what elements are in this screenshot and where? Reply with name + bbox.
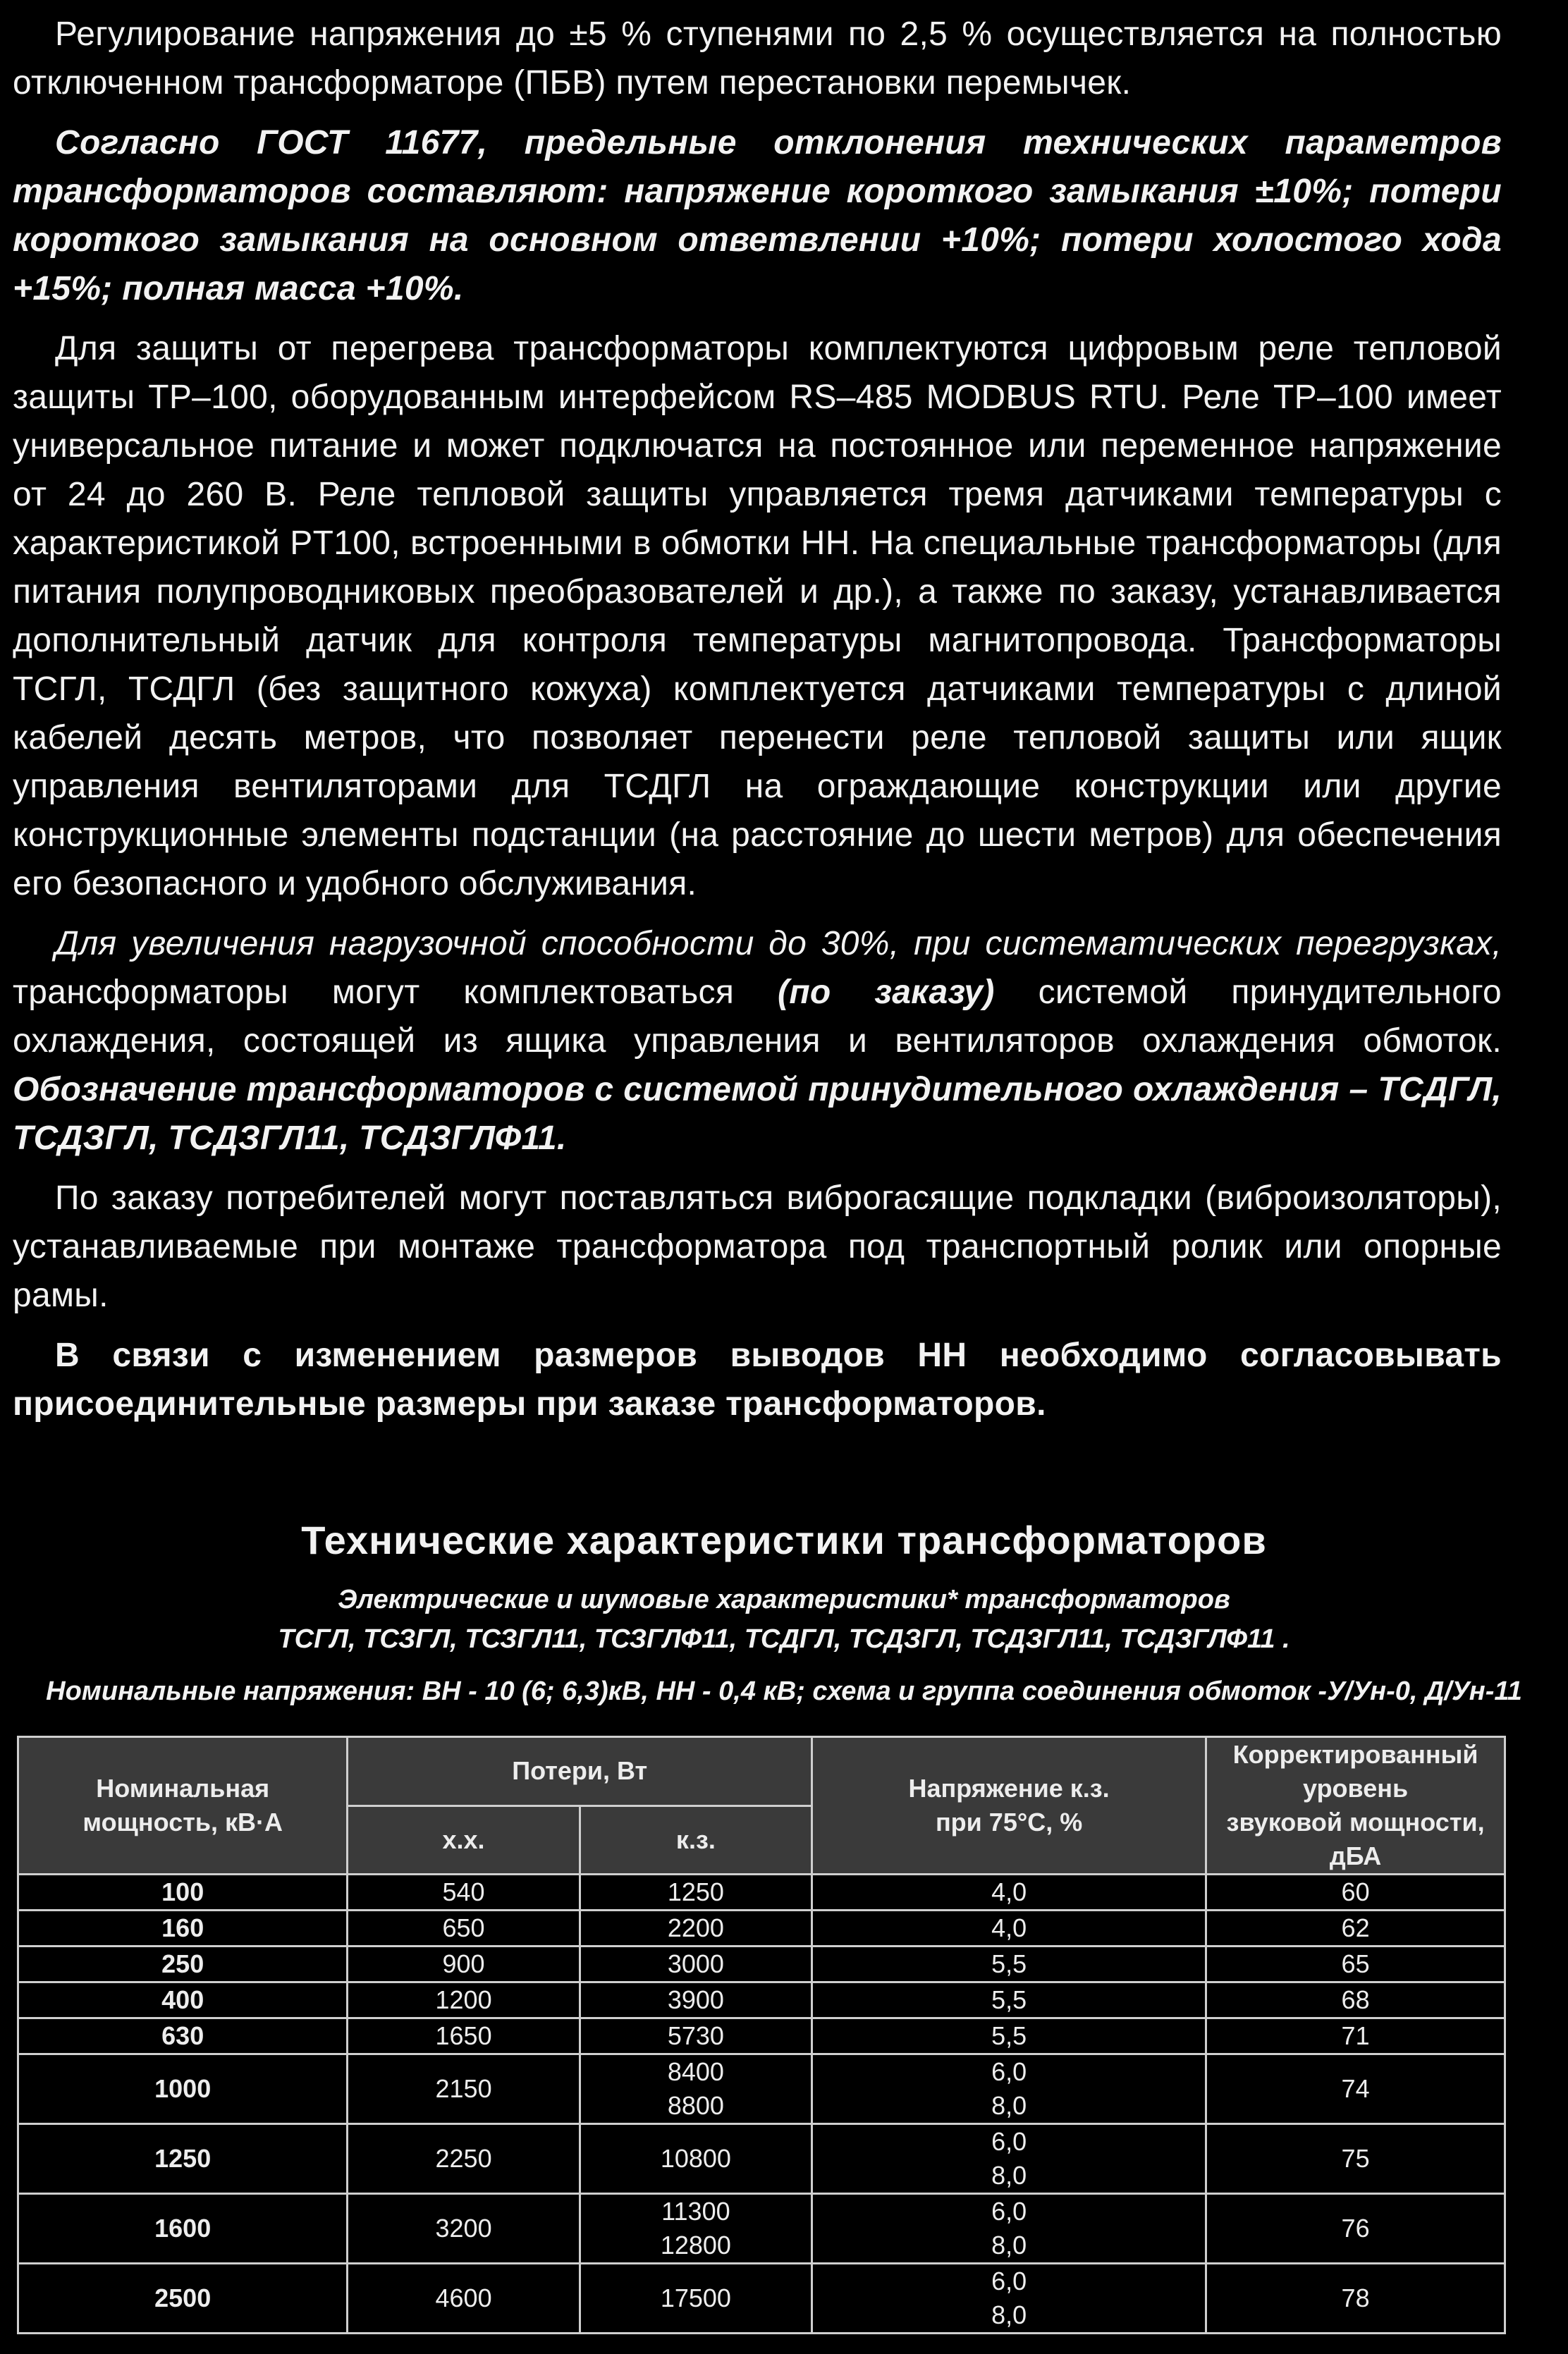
table-row — [18, 2194, 1505, 2264]
paragraph-vibration-pads: По заказу потребителей могут поставляться виброгасящие подкладки (виброизоляторы), устанавливаемые при монтаже трансформатора под транспортный ролик или опорные рамы. — [13, 1179, 1502, 1314]
cell-losses-kz — [580, 2124, 811, 2194]
cell-sound-level: 71 — [1206, 2018, 1505, 2054]
document-body — [13, 10, 1502, 1440]
cell-voltage-kz — [812, 1982, 1206, 2018]
cell-voltage-kz — [812, 1947, 1206, 1982]
cell-losses-xx: 4600 — [348, 2264, 580, 2334]
cell-sound-level: 78 — [1206, 2264, 1505, 2334]
cell-voltage-kz-value: 4,0 — [991, 1877, 1027, 1906]
cell-losses-kz-value: 12800 — [660, 2231, 731, 2260]
cell-losses-xx: 900 — [348, 1947, 580, 1982]
cell-voltage-kz — [812, 2018, 1206, 2054]
cell-power: 1600 — [18, 2194, 348, 2264]
table-row — [18, 1911, 1505, 1947]
forced-cooling-designation: Обозначение трансформаторов с системой принудительного охлаждения – ТСДГЛ, ТСДЗГЛ, ТСДЗГЛ11, ТСДЗГЛФ11. — [13, 1071, 1502, 1157]
cell-losses-kz-value: 3900 — [667, 1985, 724, 2014]
table-row — [18, 2264, 1505, 2334]
paragraph-lv-terminals-notice: В связи с изменением размеров выводов НН необходимо согласовывать присоединительные размеры при заказе трансформаторов. — [13, 1337, 1502, 1423]
cell-sound-level: 60 — [1206, 1875, 1505, 1911]
cell-losses-kz-value: 11300 — [661, 2197, 730, 2226]
cell-sound-level: 74 — [1206, 2054, 1505, 2124]
header-voltage — [812, 1737, 1206, 1875]
cell-voltage-kz-value: 8,0 — [991, 2091, 1027, 2120]
cell-losses-kz — [580, 1947, 811, 1982]
cell-losses-kz-value: 3000 — [667, 1949, 724, 1978]
cell-voltage-kz-value: 6,0 — [991, 2057, 1027, 2086]
header-losses-kz: к.з. — [580, 1806, 811, 1875]
cell-losses-kz — [580, 2018, 811, 2054]
table-row — [18, 1982, 1505, 2018]
table-row — [18, 2054, 1505, 2124]
table-row — [18, 2018, 1505, 2054]
cell-voltage-kz-value: 5,5 — [991, 2021, 1027, 2050]
cell-power: 630 — [18, 2018, 348, 2054]
tech-section-title: Технические характеристики трансформаторов — [301, 1518, 1267, 1562]
cell-power: 160 — [18, 1911, 348, 1947]
cell-sound-level: 65 — [1206, 1947, 1505, 1982]
cell-voltage-kz — [812, 2194, 1206, 2264]
cell-power: 400 — [18, 1982, 348, 2018]
header-power-line1: Номинальная — [96, 1774, 270, 1803]
cell-sound-level: 62 — [1206, 1911, 1505, 1947]
cell-losses-kz-value: 2200 — [667, 1913, 724, 1942]
forced-cooling-text1: трансформаторы могут комплектоваться — [13, 974, 778, 1011]
cell-voltage-kz-value: 5,5 — [991, 1985, 1027, 2014]
forced-cooling-text2: системой принудительного охлаждения, состоящей из ящика управления и вентиляторов охлаждения обмоток. — [13, 974, 1502, 1060]
cell-losses-kz-value: 10800 — [660, 2144, 731, 2173]
header-sound — [1206, 1737, 1505, 1875]
cell-power: 250 — [18, 1947, 348, 1982]
cell-voltage-kz — [812, 2054, 1206, 2124]
cell-losses-kz — [580, 2264, 811, 2334]
cell-voltage-kz-value: 8,0 — [991, 2161, 1027, 2190]
cell-losses-kz — [580, 1911, 811, 1947]
header-voltage-line1: Напряжение к.з. — [908, 1774, 1110, 1803]
cell-voltage-kz — [812, 1911, 1206, 1947]
forced-cooling-on-order: (по заказу) — [778, 974, 995, 1011]
specs-table — [17, 1736, 1506, 2334]
cell-voltage-kz-value: 6,0 — [991, 2197, 1027, 2226]
cell-losses-kz — [580, 1875, 811, 1911]
header-power — [18, 1737, 348, 1875]
cell-losses-xx: 650 — [348, 1911, 580, 1947]
header-voltage-line2: при 75°С, % — [935, 1808, 1083, 1837]
tech-subtitle-characteristics: Электрические и шумовые характеристики* трансформаторов — [338, 1585, 1230, 1614]
header-losses-xx: х.х. — [348, 1806, 580, 1875]
cell-losses-kz — [580, 1982, 811, 2018]
cell-voltage-kz-value: 6,0 — [991, 2267, 1027, 2295]
cell-losses-xx: 2150 — [348, 2054, 580, 2124]
paragraph-regulation: Регулирование напряжения до ±5 % ступенями по 2,5 % осуществляется на полностью отключенном трансформаторе (ПБВ) путем перестановки перемычек. — [13, 16, 1502, 102]
cell-losses-kz — [580, 2194, 811, 2264]
cell-voltage-kz-value: 8,0 — [991, 2231, 1027, 2260]
paragraph-forced-cooling — [13, 919, 1502, 1163]
cell-losses-xx: 3200 — [348, 2194, 580, 2264]
cell-losses-kz-value: 1250 — [667, 1877, 724, 1906]
cell-losses-xx: 540 — [348, 1875, 580, 1911]
cell-losses-xx: 1650 — [348, 2018, 580, 2054]
cell-power: 1250 — [18, 2124, 348, 2194]
header-losses: Потери, Вт — [348, 1737, 812, 1806]
header-power-line2: мощность, кВ·А — [82, 1808, 283, 1837]
cell-losses-xx: 2250 — [348, 2124, 580, 2194]
cell-losses-kz-value: 5730 — [667, 2021, 724, 2050]
specs-table-body — [18, 1875, 1505, 2334]
cell-power: 2500 — [18, 2264, 348, 2334]
cell-voltage-kz — [812, 1875, 1206, 1911]
cell-voltage-kz — [812, 2124, 1206, 2194]
header-sound-line1: Корректированный уровень — [1232, 1740, 1478, 1803]
cell-losses-kz-value: 8800 — [667, 2091, 724, 2120]
forced-cooling-intro: Для увеличения нагрузочной способности до 30%, при систематических перегрузках, — [55, 925, 1502, 962]
cell-voltage-kz-value: 6,0 — [991, 2127, 1027, 2156]
cell-losses-kz — [580, 2054, 811, 2124]
header-sound-line2: звуковой мощности, дБА — [1226, 1808, 1485, 1870]
cell-sound-level: 68 — [1206, 1982, 1505, 2018]
paragraph-gost-deviations: Согласно ГОСТ 11677, предельные отклонения технических параметров трансформаторов составляют: напряжение короткого замыкания ±10%; потери короткого замыкания на основном ответвлении +10%; потери холостого хода +15%; полная масса +10%. — [13, 124, 1502, 307]
cell-sound-level: 76 — [1206, 2194, 1505, 2264]
cell-power: 1000 — [18, 2054, 348, 2124]
cell-losses-kz-value: 8400 — [667, 2057, 724, 2086]
cell-losses-kz-value: 17500 — [660, 2283, 731, 2312]
table-row — [18, 1947, 1505, 1982]
cell-voltage-kz — [812, 2264, 1206, 2334]
cell-voltage-kz-value: 5,5 — [991, 1949, 1027, 1978]
table-row — [18, 2124, 1505, 2194]
cell-losses-xx: 1200 — [348, 1982, 580, 2018]
cell-power: 100 — [18, 1875, 348, 1911]
cell-sound-level: 75 — [1206, 2124, 1505, 2194]
cell-voltage-kz-value: 4,0 — [991, 1913, 1027, 1942]
cell-voltage-kz-value: 8,0 — [991, 2300, 1027, 2329]
tech-subtitle-voltages: Номинальные напряжения: ВН - 10 (6; 6,3)кВ, НН - 0,4 кВ; схема и группа соединения обмоток -У/Ун-0, Д/Ун-11 — [46, 1676, 1522, 1706]
table-row — [18, 1875, 1505, 1911]
paragraph-thermal-protection: Для защиты от перегрева трансформаторы комплектуются цифровым реле тепловой защиты ТР–100, оборудованным интерфейсом RS–485 MODBUS RTU. Реле ТР–100 имеет универсальное питание и может подключатся на постоянное или переменное напряжение от 24 до 260 В. Реле тепловой защиты управляется тремя датчиками температуры с характеристикой PT100, встроенными в обмотки НН. На специальные трансформаторы (для питания полупроводниковых преобразователей и др.), а также по заказу, устанавливается дополнительный датчик для контроля температуры магнитопровода. Трансформаторы ТСГЛ, ТСДГЛ (без защитного кожуха) комплектуется датчиками температуры с длиной кабелей десять метров, что позволяет перенести реле тепловой защиты или ящик управления вентиляторами для ТСДГЛ на ограждающие конструкции или другие конструкционные элементы подстанции (на расстояние до шести метров) для обеспечения его безопасного и удобного обслуживания. — [13, 330, 1502, 902]
table-header-row — [18, 1737, 1505, 1806]
tech-subtitle-models: ТСГЛ, ТСЗГЛ, ТСЗГЛ11, ТСЗГЛФ11, ТСДГЛ, ТСДЗГЛ, ТСДЗГЛ11, ТСДЗГЛФ11 . — [278, 1624, 1290, 1654]
